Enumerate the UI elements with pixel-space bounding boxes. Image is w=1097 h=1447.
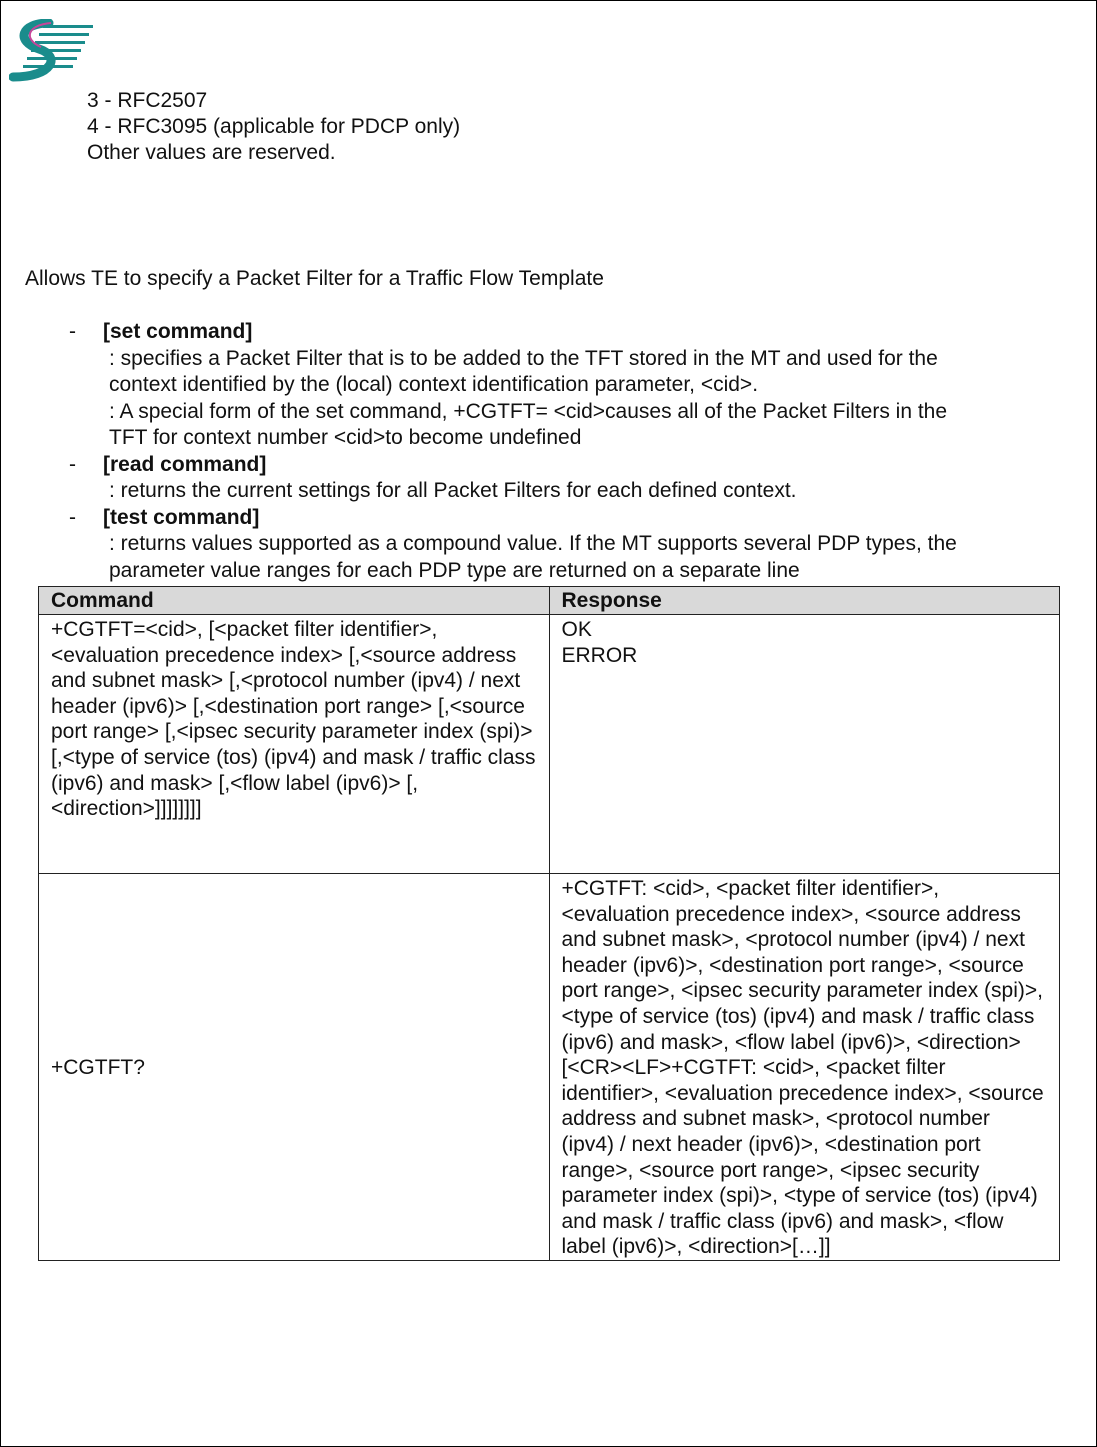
test-command-item [69,505,1039,585]
command-cell: +CGTFT? [39,874,550,1261]
description-line: : returns values supported as a compound value. If the MT supports several PDP types, the [109,532,957,555]
description-line: TFT for context number <cid>to become undefined [109,426,582,449]
header-response: Response [549,587,1060,615]
test-command-title: [test command] [103,505,260,529]
list-item: 3 - RFC2507 [87,89,208,112]
list-item: 4 - RFC3095 (applicable for PDCP only) [87,115,461,138]
command-descriptions [69,319,1039,584]
response-line: +CGTFT: <cid>, <packet filter identifier>, <evaluation precedence index>, <source address and subnet mask>, <protocol number (ipv4) / next header (ipv6)>, <destination port range>, <source port range>, <ipsec security parameter index (spi)>, <type of service (tos) (ipv4) and mask / traffic class (ipv6) and mask>, <flow label (ipv6)>, <direction> [561,877,1043,1054]
description-line: parameter value ranges for each PDP type are returned on a separate line [109,558,800,582]
description-line: : A special form of the set command, +CGTFT= <cid>causes all of the Packet Filters in the [109,399,948,423]
command-cell: +CGTFT=<cid>, [<packet filter identifier>, <evaluation precedence index> [,<source address and subnet mask> [,<protocol number (ipv4) / next header (ipv6)> [,<destination port range> [,<source port range> [,<ipsec security parameter index (spi)> [,<type of service (tos) (ipv4) and mask / traffic class (ipv6) and mask> [,<flow label (ipv6)> [,<direction>]]]]]]]] [39,615,550,874]
read-command-item [69,452,1039,505]
command-table-container [38,586,1060,1284]
response-cell [549,874,1060,1261]
header-command: Command [39,587,550,615]
response-line: [<CR><LF>+CGTFT: <cid>, <packet filter identifier>, <evaluation precedence index>, <source address and subnet mask>, <protocol number (ipv4) / next header (ipv6)>, <destination port range>, <source port range>, <ipsec security parameter index (spi)>, <type of service (tos) (ipv4) and mask / traffic class (ipv6) and mask>, <flow label (ipv6)>, <direction>[…]] [561,1056,1044,1259]
list-dash: - [69,505,76,529]
description-line: context identified by the (local) context identification parameter, <cid>. [109,373,759,396]
response-line: ERROR [561,643,638,667]
list-dash: - [69,320,76,343]
reserved-values-list [87,88,460,166]
table-row [39,615,1060,874]
command-response-table [38,586,1060,1261]
response-line: OK [561,618,592,641]
read-command-title: [read command] [103,452,267,476]
sc-company-logo-icon [9,19,95,83]
list-dash: - [69,452,76,476]
set-command-title: [set command] [103,320,253,343]
table-row [39,874,1060,1261]
description-line: : returns the current settings for all Packet Filters for each defined context. [109,479,797,502]
list-item: Other values are reserved. [87,141,336,164]
section-intro: Allows TE to specify a Packet Filter for a Traffic Flow Template [25,267,604,290]
description-line: : specifies a Packet Filter that is to be added to the TFT stored in the MT and used for the [109,346,938,370]
set-command-item [69,319,1039,452]
table-header-row [39,587,1060,615]
response-cell [549,615,1060,874]
